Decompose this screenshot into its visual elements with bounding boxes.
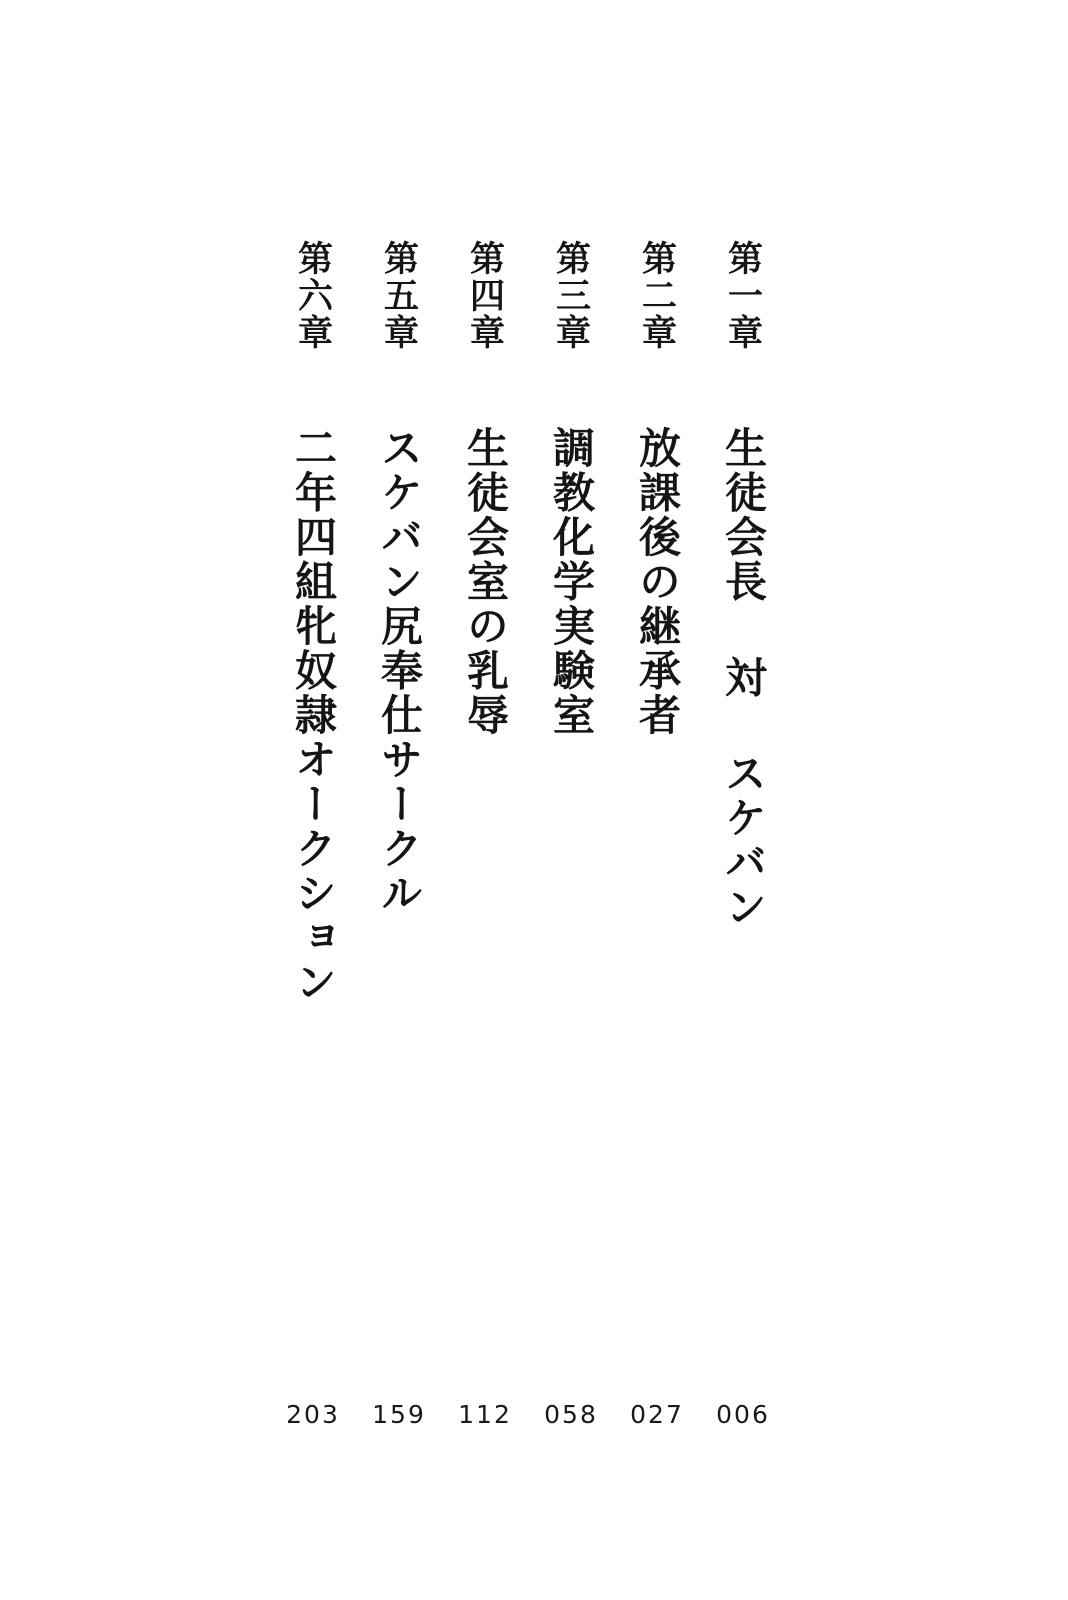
- page-number: 203: [286, 1400, 340, 1429]
- page-number: 027: [630, 1400, 684, 1429]
- chapter-label: 第五章: [378, 240, 420, 352]
- chapter-label: 第四章: [464, 240, 506, 352]
- toc-entry[interactable]: [356, 240, 442, 1240]
- page-number: 006: [716, 1400, 770, 1429]
- page-number: 112: [458, 1400, 512, 1429]
- toc-entry[interactable]: [442, 240, 528, 1240]
- chapter-title: 放課後の継承者: [633, 426, 682, 738]
- chapter-label: 第一章: [722, 240, 764, 352]
- chapter-title: 調教化学実験室: [547, 426, 596, 738]
- toc-entry[interactable]: [700, 240, 786, 1240]
- chapter-label: 第三章: [550, 240, 592, 352]
- chapter-title: スケバン尻奉仕サークル: [375, 426, 424, 916]
- toc-entry[interactable]: [528, 240, 614, 1240]
- page-number: 058: [544, 1400, 598, 1429]
- page-number: 159: [372, 1400, 426, 1429]
- chapter-label: 第六章: [292, 240, 334, 352]
- chapter-title: 生徒会長 対 スケバン: [719, 426, 768, 930]
- table-of-contents: [0, 240, 1068, 1360]
- toc-entry[interactable]: [614, 240, 700, 1240]
- toc-entry[interactable]: [270, 240, 356, 1240]
- chapter-label: 第二章: [636, 240, 678, 352]
- page-number-row: [0, 1400, 1068, 1440]
- chapter-title: 二年四組牝奴隷オークション: [289, 426, 338, 1005]
- chapter-title: 生徒会室の乳辱: [461, 426, 510, 738]
